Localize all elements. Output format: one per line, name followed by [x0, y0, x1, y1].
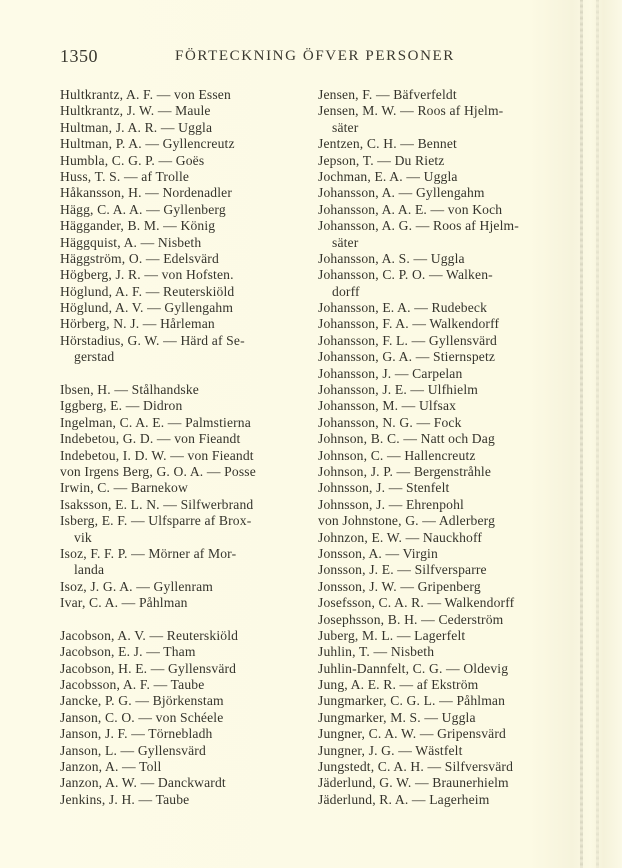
index-entry: Johnsson, J. — Ehrenpohl: [318, 496, 464, 512]
running-title: FÖRTECKNING ÖFVER PERSONER: [175, 48, 455, 64]
index-entry: Jung, A. E. R. — af Ekström: [318, 677, 479, 693]
index-entry: Johnsson, J. — Stenfelt: [318, 480, 450, 496]
page-edge-shadow: [596, 0, 599, 868]
page-edge-shadow: [580, 0, 583, 868]
index-entry-continuation: gerstad: [74, 349, 115, 365]
index-entry: Johansson, A. G. — Roos af Hjelm-: [318, 218, 519, 234]
section-gap: [60, 366, 310, 382]
index-entry: Jungmarker, C. G. L. — Påhlman: [318, 693, 506, 709]
index-entry: Jungner, C. A. W. — Gripensvärd: [318, 726, 506, 742]
index-entry: Jacobson, A. V. — Reuterskiöld: [60, 627, 239, 643]
index-entry: von Irgens Berg, G. O. A. — Posse: [60, 463, 256, 479]
index-entry: Jancke, P. G. — Björkenstam: [60, 693, 224, 709]
index-entry: Johansson, J. — Carpelan: [318, 365, 463, 381]
index-entry: Jungmarker, M. S. — Uggla: [318, 709, 476, 725]
index-entry: Häggquist, A. — Nisbeth: [60, 234, 202, 250]
index-entry: Jensen, F. — Bäfverfeldt: [318, 87, 457, 102]
index-entry: Jentzen, C. H. — Bennet: [318, 136, 457, 152]
index-entry: Hörstadius, G. W. — Härd af Se-: [60, 332, 245, 348]
index-entry: Jensen, M. W. — Roos af Hjelm-: [318, 103, 504, 119]
index-entry: Juhlin, T. — Nisbeth: [318, 644, 435, 660]
index-entry: Johansson, E. A. — Rudebeck: [318, 300, 488, 316]
index-entry-continuation: säter: [332, 119, 359, 135]
index-entry: Huss, T. S. — af Trolle: [60, 168, 190, 184]
index-entry: Janzon, A. — Toll: [60, 759, 162, 775]
index-entry: Johnzon, E. W. — Nauckhoff: [318, 529, 483, 545]
index-entry: Hultman, J. A. R. — Uggla: [60, 119, 213, 135]
index-entry: Jonsson, J. E. — Silfversparre: [318, 562, 487, 578]
index-entry: Jacobson, H. E. — Gyllensvärd: [60, 660, 237, 676]
index-entry: Jäderlund, G. W. — Braunerhielm: [318, 775, 509, 791]
index-entry: Ivar, C. A. — Påhlman: [60, 595, 188, 611]
index-entry: Ingelman, C. A. E. — Palmstierna: [60, 414, 251, 430]
right-column: [318, 87, 568, 808]
page-header: [60, 46, 560, 70]
index-entry: Johansson, F. L. — Gyllensvärd: [318, 332, 497, 348]
index-entry: Juhlin-Dannfelt, C. G. — Oldevig: [318, 660, 509, 676]
index-entry: Josephsson, B. H. — Cederström: [318, 611, 504, 627]
index-entry: Ibsen, H. — Stålhandske: [60, 382, 199, 398]
index-entry: Johansson, A. — Gyllengahm: [318, 185, 485, 201]
index-entry: Johansson, J. E. — Ulfhielm: [318, 382, 478, 398]
index-entry: Höglund, A. V. — Gyllengahm: [60, 300, 234, 316]
index-entry: Isoz, F. F. P. — Mörner af Mor-: [60, 545, 237, 561]
index-entry: Johnson, B. C. — Natt och Dag: [318, 431, 495, 447]
index-entry: Humbla, C. G. P. — Goës: [60, 152, 205, 168]
index-entry: Isberg, E. F. — Ulfsparre af Brox-: [60, 513, 252, 529]
index-entry: Jacobsson, A. F. — Taube: [60, 677, 205, 693]
index-entry-continuation: säter: [332, 234, 359, 250]
index-entry: Jungstedt, C. A. H. — Silfversvärd: [318, 759, 514, 775]
index-entry: Jochman, E. A. — Uggla: [318, 168, 458, 184]
page-number: 1350: [60, 46, 98, 66]
index-entry: Johansson, M. — Ulfsax: [318, 398, 457, 414]
index-entry: Johansson, A. S. — Uggla: [318, 250, 465, 266]
index-entry: Iggberg, E. — Didron: [60, 398, 183, 414]
index-entry-continuation: vik: [74, 529, 92, 545]
index-entry: Juberg, M. L. — Lagerfelt: [318, 627, 466, 643]
index-entry: Jäderlund, R. A. — Lagerheim: [318, 791, 490, 807]
index-entry: Jenkins, J. H. — Taube: [60, 791, 190, 807]
index-entry: Högberg, J. R. — von Hofsten.: [60, 267, 234, 283]
index-entry: Josefsson, C. A. R. — Walkendorff: [318, 595, 515, 611]
index-entry: Johansson, A. A. E. — von Koch: [318, 201, 503, 217]
index-entry: Irwin, C. — Barnekow: [60, 480, 188, 496]
index-entry: Indebetou, G. D. — von Fieandt: [60, 431, 241, 447]
index-entry: Höglund, A. F. — Reuterskiöld: [60, 283, 235, 299]
index-entry: Janson, J. F. — Törnebladh: [60, 726, 213, 742]
index-entry: Jungner, J. G. — Wästfelt: [318, 742, 463, 758]
index-entry: Johansson, F. A. — Walkendorff: [318, 316, 500, 332]
index-entry: Jonsson, A. — Virgin: [318, 545, 438, 561]
index-entry: Johansson, N. G. — Fock: [318, 414, 462, 430]
index-entry: Johansson, C. P. O. — Walken-: [318, 267, 493, 283]
index-entry: Hultkrantz, A. F. — von Essen: [60, 87, 231, 102]
index-entry-continuation: landa: [74, 562, 105, 578]
index-entry: Hultman, P. A. — Gyllencreutz: [60, 136, 235, 152]
index-entry: Häggström, O. — Edelsvärd: [60, 250, 219, 266]
index-entry: Janzon, A. W. — Danckwardt: [60, 775, 226, 791]
index-entry: Håkansson, H. — Nordenadler: [60, 185, 233, 201]
index-entry: Jepson, T. — Du Rietz: [318, 152, 445, 168]
index-entry: Janson, C. O. — von Schéele: [60, 709, 224, 725]
index-entry: Isaksson, E. L. N. — Silfwerbrand: [60, 496, 254, 512]
index-entry: Johnson, C. — Hallencreutz: [318, 447, 476, 463]
index-entry: Isoz, J. G. A. — Gyllenram: [60, 578, 214, 594]
left-column: [60, 87, 310, 808]
index-entry: Indebetou, I. D. W. — von Fieandt: [60, 447, 254, 463]
index-entry: Janson, L. — Gyllensvärd: [60, 742, 206, 758]
section-gap: [60, 612, 310, 628]
index-entry: Hörberg, N. J. — Hårleman: [60, 316, 215, 332]
index-entry: Johnson, J. P. — Bergenstråhle: [318, 463, 492, 479]
index-entry: Hultkrantz, J. W. — Maule: [60, 103, 211, 119]
index-entry: Häggander, B. M. — König: [60, 218, 216, 234]
index-entry: Jacobson, E. J. — Tham: [60, 644, 196, 660]
index-entry: Hägg, C. A. A. — Gyllenberg: [60, 201, 226, 217]
index-entry: Jonsson, J. W. — Gripenberg: [318, 578, 481, 594]
index-entry: von Johnstone, G. — Adlerberg: [318, 513, 496, 529]
index-entry: Johansson, G. A. — Stiernspetz: [318, 349, 496, 365]
index-entry-continuation: dorff: [332, 283, 360, 299]
